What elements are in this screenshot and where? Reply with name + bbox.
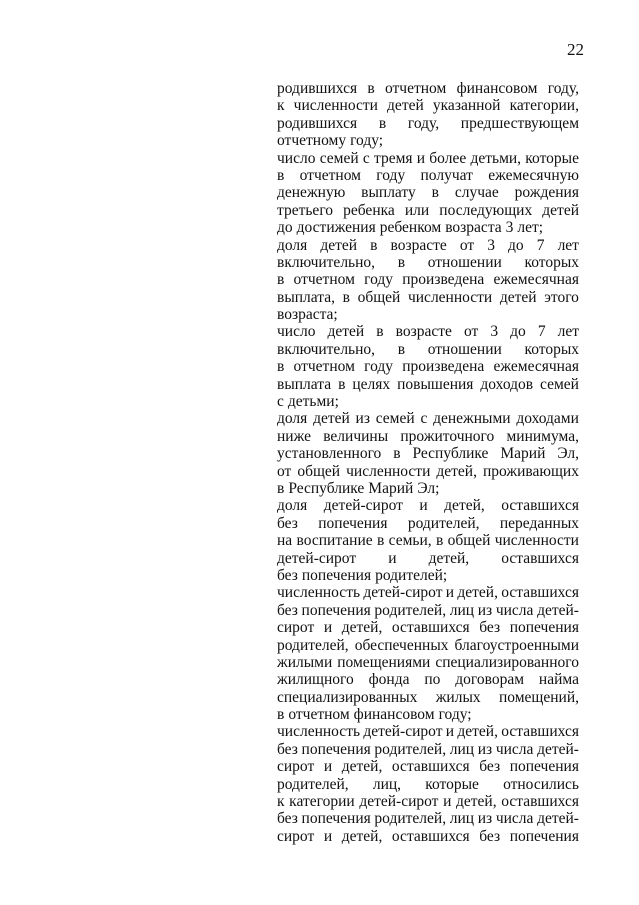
word: детьми, [470, 149, 522, 167]
word: отчетном [293, 271, 355, 289]
text-line [277, 184, 579, 201]
word: году, [407, 114, 440, 132]
word: из [477, 740, 493, 758]
word: к [277, 97, 285, 115]
word: семьи, [388, 532, 432, 550]
word: оставшихся [501, 549, 579, 567]
text-line [277, 567, 579, 584]
word: в [435, 532, 444, 550]
text-line [277, 167, 579, 184]
word: лет; [517, 219, 544, 237]
text-line [277, 254, 579, 271]
word: детей-сирот [277, 549, 357, 567]
word: денежными [433, 410, 511, 428]
word: с [420, 410, 428, 428]
word: в [397, 253, 406, 271]
word: отношении [427, 253, 502, 271]
word: детей [499, 288, 537, 306]
word: ниже [277, 427, 311, 445]
word: числа [495, 601, 534, 619]
word: число [277, 323, 316, 341]
word: указанной [432, 97, 501, 115]
word: в [376, 323, 384, 341]
word: родителей, [374, 810, 447, 828]
word: лет [557, 323, 579, 341]
word: рождения [514, 184, 579, 202]
word: возраста; [277, 306, 338, 324]
word: целях [352, 375, 391, 393]
text-line [277, 758, 579, 775]
word: детей-сирот [363, 723, 443, 741]
word: жилищного [277, 671, 354, 689]
word: детей, [436, 462, 477, 480]
word: числа [495, 810, 534, 828]
word: категории [289, 793, 355, 811]
word: с [277, 393, 284, 411]
word: установленного [277, 445, 382, 463]
word: на [277, 532, 293, 550]
word: по [424, 671, 441, 689]
word: оставшихся [391, 827, 470, 845]
word: специализированных [277, 688, 418, 706]
word: из [355, 410, 370, 428]
word: в [367, 80, 375, 97]
text-line [277, 602, 579, 619]
text-line [277, 237, 579, 254]
text-line [277, 306, 579, 323]
word: детей-сирот [363, 584, 443, 602]
word: из [477, 601, 493, 619]
word: и [388, 549, 397, 567]
text-line [277, 289, 579, 306]
word: в [277, 479, 285, 497]
word: числа [495, 740, 534, 758]
text-line [277, 132, 579, 149]
word: оставшихся [501, 793, 579, 811]
text-line [277, 219, 579, 236]
document-text-column [277, 80, 579, 845]
word: отношении [427, 340, 502, 358]
word: лиц, [372, 775, 402, 793]
word: родителей, [277, 775, 349, 793]
word: без [479, 619, 501, 637]
text-line [277, 741, 579, 758]
word: отчетном [299, 166, 361, 184]
word: году [364, 271, 394, 289]
word: возрасте [395, 323, 452, 341]
text-line [277, 97, 579, 114]
word: оставшихся [501, 723, 579, 741]
word: этого [544, 288, 579, 306]
word: денежную [277, 184, 346, 202]
word: в [431, 184, 439, 202]
word: детей- [537, 601, 579, 619]
word: помещений, [498, 688, 579, 706]
word: попечения [301, 810, 371, 828]
text-line [277, 428, 579, 445]
word: родившихся [277, 114, 358, 132]
word: доходами [516, 410, 579, 428]
word: оставшихся [501, 497, 579, 515]
text-line [277, 341, 579, 358]
word: детей, [341, 758, 383, 776]
word: более [429, 149, 467, 167]
word: прожиточного [400, 427, 495, 445]
word: жилых [435, 688, 481, 706]
word: попечения [301, 601, 371, 619]
word: Республике [288, 479, 365, 497]
word: Марий [500, 445, 546, 463]
word: включительно, [277, 340, 376, 358]
word: возраста [445, 219, 502, 237]
word: жилыми [277, 653, 333, 671]
word: предшествующем [460, 114, 579, 132]
word: и [445, 723, 455, 741]
text-line [277, 706, 579, 723]
word: выплату [361, 184, 416, 202]
word: финансовом [353, 706, 435, 724]
word: и [323, 827, 333, 845]
word: обеспеченных [354, 636, 449, 654]
word: выплата, [277, 288, 335, 306]
word: году, [547, 80, 579, 97]
word: оставшихся [391, 619, 470, 637]
word: от [277, 462, 292, 480]
word: от [459, 236, 475, 254]
word: сирот [277, 619, 315, 637]
word: выплата [277, 375, 332, 393]
word: 7 [537, 323, 546, 341]
word: году; [350, 132, 384, 150]
word: помещениями [337, 653, 431, 671]
text-line [277, 828, 579, 845]
word: доходов [480, 375, 534, 393]
word: и [416, 149, 426, 167]
word: доля [277, 410, 308, 428]
word: третьего [277, 201, 334, 219]
word: отчетном [288, 706, 350, 724]
word: попечения [318, 514, 388, 532]
word: ребенка [343, 201, 395, 219]
word: 7 [536, 236, 545, 254]
word: и [323, 619, 333, 637]
word: без [277, 810, 298, 828]
word: детей [327, 323, 365, 341]
text-line [277, 480, 579, 497]
text-line [277, 358, 579, 375]
word: минимума, [506, 427, 579, 445]
word: которых [524, 253, 579, 271]
word: 3 [487, 236, 495, 254]
word: численность [277, 584, 361, 602]
word: 3 [490, 323, 499, 341]
word: попечения [509, 827, 579, 845]
word: сирот [277, 827, 315, 845]
word: в [393, 445, 401, 463]
text-line [277, 776, 579, 793]
text-line [277, 80, 579, 97]
word: общей [297, 462, 341, 480]
word: семей [319, 149, 359, 167]
word: в [397, 340, 406, 358]
word: ежемесячная [493, 358, 579, 376]
word: детей- [537, 810, 579, 828]
word: попечения [301, 740, 371, 758]
word: возрасте [390, 236, 447, 254]
text-line [277, 515, 579, 532]
word: детей, [457, 723, 498, 741]
word: в [277, 706, 285, 724]
word: году; [438, 706, 472, 724]
word: или [404, 201, 430, 219]
word: родителей; [375, 566, 448, 584]
word: без [479, 758, 501, 776]
text-line [277, 202, 579, 219]
word: численность [277, 723, 361, 741]
text-line [277, 671, 579, 688]
word: родителей, [374, 740, 447, 758]
word: категории, [509, 97, 579, 115]
word: без [277, 601, 298, 619]
page-number: 22 [567, 40, 584, 59]
text-line [277, 497, 579, 514]
word: воспитание [296, 532, 373, 550]
word: детей-сирот [323, 497, 403, 515]
word: 3 [505, 219, 514, 237]
text-line [277, 445, 579, 462]
word: случае [454, 184, 499, 202]
text-line [277, 689, 579, 706]
text-line [277, 619, 579, 636]
word: детей, [457, 584, 498, 602]
word: проживающих [483, 462, 579, 480]
text-line [277, 463, 579, 480]
word: детей, [428, 549, 470, 567]
word: ежемесячную [488, 166, 579, 184]
word: попечения [509, 619, 579, 637]
word: лиц [449, 601, 475, 619]
word: детей [387, 97, 424, 115]
text-line [277, 793, 579, 810]
word: детей [320, 236, 358, 254]
word: в [277, 166, 285, 184]
word: относились [503, 775, 579, 793]
word: численности [293, 97, 378, 115]
word: фонда [368, 671, 410, 689]
word: и [445, 584, 455, 602]
word: до [508, 236, 524, 254]
word: без [277, 514, 298, 532]
word: численности [346, 462, 431, 480]
word: лиц [449, 810, 475, 828]
word: без [479, 827, 501, 845]
text-line [277, 637, 579, 654]
word: величины [323, 427, 389, 445]
word: произведена [402, 271, 485, 289]
word: в [338, 375, 346, 393]
word: специализированного [435, 653, 579, 671]
word: детей, [341, 827, 383, 845]
word: Марий [368, 479, 414, 497]
word: попечения [301, 566, 372, 584]
word: году [376, 166, 406, 184]
word: детей, [456, 793, 497, 811]
word: детей, [444, 497, 485, 515]
word: которые [525, 149, 579, 167]
word: финансовом [456, 80, 538, 97]
word: и [443, 793, 452, 811]
text-line [277, 115, 579, 132]
word: и [323, 758, 333, 776]
word: достижения [296, 219, 376, 237]
word: Эл; [417, 479, 440, 497]
word: общей [357, 288, 401, 306]
word: детей [313, 410, 350, 428]
word: в [378, 114, 387, 132]
word: в [370, 236, 378, 254]
text-line [277, 532, 579, 549]
word: к [277, 793, 285, 811]
word: оставшихся [501, 584, 579, 602]
word: отчетном [293, 358, 355, 376]
word: доля [277, 497, 308, 515]
word: году [364, 358, 394, 376]
word: и [419, 497, 428, 515]
word: благоустроенными [454, 636, 579, 654]
text-line [277, 323, 579, 340]
word: получат [420, 166, 473, 184]
word: ребенком [379, 219, 442, 237]
word: ежемесячная [493, 271, 579, 289]
word: детьми; [287, 393, 339, 411]
word: из [477, 810, 493, 828]
word: переданных [499, 514, 579, 532]
text-line [277, 584, 579, 601]
word: в [342, 288, 350, 306]
text-line [277, 376, 579, 393]
word: детей [542, 201, 579, 219]
word: детей-сирот [359, 793, 439, 811]
word: родителей, [277, 636, 349, 654]
word: детей- [537, 740, 579, 758]
word: доля [277, 236, 308, 254]
word: до [277, 219, 293, 237]
word: семей [375, 410, 415, 428]
word: без [277, 740, 298, 758]
word: отчетному [277, 132, 347, 150]
word: лиц [449, 740, 475, 758]
word: которые [425, 775, 479, 793]
word: общей [447, 532, 491, 550]
word: Республике [412, 445, 489, 463]
word: лет [557, 236, 579, 254]
word: включительно, [277, 253, 376, 271]
word: число [277, 149, 316, 167]
text-line [277, 271, 579, 288]
text-line [277, 150, 579, 167]
word: произведена [402, 358, 485, 376]
word: от [463, 323, 479, 341]
word: семей [540, 375, 579, 393]
text-line [277, 810, 579, 827]
text-line [277, 550, 579, 567]
word: численности [494, 532, 579, 550]
word: родившихся [277, 80, 358, 97]
word: повышения [397, 375, 474, 393]
word: детей, [341, 619, 383, 637]
word: родителей, [374, 601, 447, 619]
word: которых [524, 340, 579, 358]
word: в [277, 271, 285, 289]
word: найма [538, 671, 579, 689]
word: договорам [455, 671, 525, 689]
word: численности [407, 288, 493, 306]
text-line [277, 393, 579, 410]
word: родителей, [407, 514, 480, 532]
word: попечения [509, 758, 579, 776]
text-line [277, 410, 579, 427]
word: сирот [277, 758, 315, 776]
word: без [277, 566, 298, 584]
word: тремя [374, 149, 413, 167]
word: последующих [439, 201, 533, 219]
word: с [362, 149, 370, 167]
word: Эл, [557, 445, 579, 463]
word: до [510, 323, 526, 341]
word: в [376, 532, 385, 550]
text-line [277, 654, 579, 671]
word: в [277, 358, 285, 376]
text-line [277, 723, 579, 740]
word: отчетном [384, 80, 447, 97]
word: оставшихся [391, 758, 470, 776]
